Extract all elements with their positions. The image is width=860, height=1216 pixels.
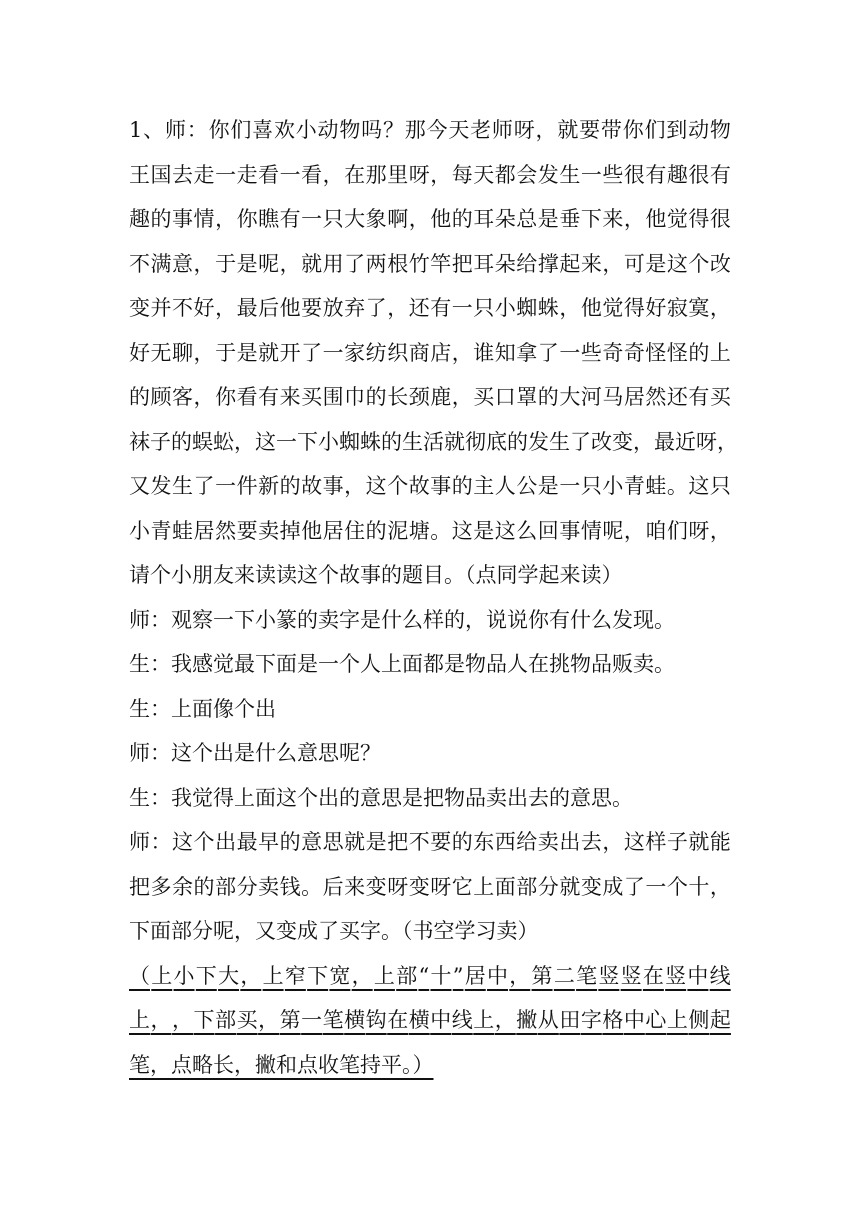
text-line: 生：上面像个出 <box>129 696 276 721</box>
text-line: 把 多 余 的 部 分 卖 钱 。 后 来 变 呀 变 呀 它 上 面 部 分 就 变 成 了 一 个 十 ， <box>129 874 731 899</box>
text-line: 好 无 聊 ， 于 是 就 开 了 一 家 纺 织 商 店 ， 谁 知 拿 了 一 些 奇 奇 怪 怪 的 上 <box>129 340 731 365</box>
text-line: （ 上 小 下 大 ， 上 窄 下 宽 ， 上 部 “ 十 ” 居 中 ， 第 二 笔 竖 竖 在 竖 中 线 <box>129 963 731 988</box>
text-line: 生：我感觉最下面是一个人上面都是物品人在挑物品贩卖。 <box>129 652 675 676</box>
text-line: 不 满 意 ， 于 是 呢 ， 就 用 了 两 根 竹 竿 把 耳 朵 给 撑 起 来 ， 可 是 这 个 改 <box>129 251 731 276</box>
text-line: 生：我觉得上面这个出的意思是把物品卖出去的意思。 <box>129 785 633 810</box>
text-line: 请个小朋友来读读这个故事的题目。（点同学起来读） <box>129 563 623 587</box>
text-line: 师：这个出是什么意思呢？ <box>129 741 381 765</box>
text-line: 师 ： 这 个 出 最 早 的 意 思 就 是 把 不 要 的 东 西 给 卖 出 去 ， 这 样 子 就 能 <box>129 830 731 854</box>
text-line: 又 发 生 了 一 件 新 的 故 事 ， 这 个 故 事 的 主 人 公 是 一 只 小 青 蛙 。 这 只 <box>129 474 731 498</box>
text-line: 趣 的 事 情 ， 你 瞧 有 一 只 大 象 啊 ， 他 的 耳 朵 总 是 垂 下 来 ， 他 觉 得 很 <box>129 207 731 231</box>
text-line: 师：观察一下小篆的卖字是什么样的，说说你有什么发现。 <box>129 607 675 632</box>
text-line: 下面部分呢，又变成了买字。（书空学习卖） <box>129 919 539 943</box>
text-line: 笔，点略长，撇和点收笔持平。） <box>129 1052 434 1077</box>
text-line: 上 ， ， 下 部 买 ， 第 一 笔 横 钩 在 横 中 线 上 ， 撇 从 田 字 格 中 心 上 侧 起 <box>129 1008 731 1032</box>
text-line: 王 国 去 走 一 走 看 一 看 ， 在 那 里 呀 ， 每 天 都 会 发 生 一 些 很 有 趣 很 有 <box>129 162 731 187</box>
text-line: 1 、 师 ： 你 们 喜 欢 小 动 物 吗 ？ 那 今 天 老 师 呀 ， 就 要 带 你 们 到 动 物 <box>129 118 731 142</box>
text-line: 的 顾 客 ， 你 看 有 来 买 围 巾 的 长 颈 鹿 ， 买 口 罩 的 大 河 马 居 然 还 有 买 <box>129 385 731 409</box>
text-line: 变 并 不 好 ， 最 后 他 要 放 弃 了 ， 还 有 一 只 小 蜘 蛛 ， 他 觉 得 好 寂 寞 ， <box>129 296 731 320</box>
text-line: 小 青 蛙 居 然 要 卖 掉 他 居 住 的 泥 塘 。 这 是 这 么 回 事 情 呢 ， 咱 们 呀 ， <box>129 518 731 543</box>
document-page <box>129 108 738 1087</box>
text-line: 袜 子 的 蜈 蚣 ， 这 一 下 小 蜘 蛛 的 生 活 就 彻 底 的 发 生 了 改 变 ， 最 近 呀 ， <box>129 429 738 454</box>
